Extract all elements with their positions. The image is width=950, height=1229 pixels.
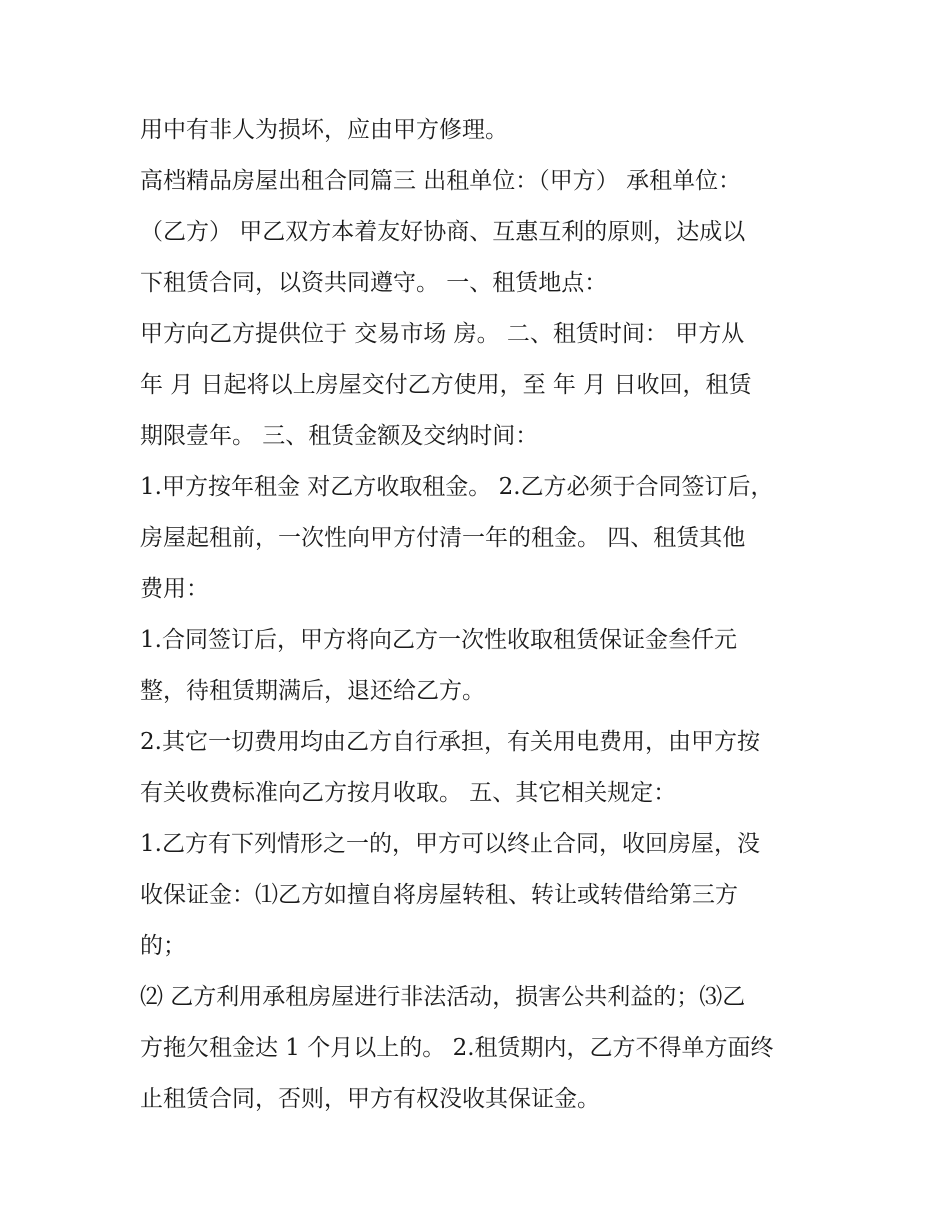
text-line: 整，待租赁期满后，退还给乙方。 [140,678,485,704]
text-line: 甲方向乙方提供位于 交易市场 房。 二、租赁时间： 甲方从 [140,321,745,347]
text-line: 的； [140,933,186,959]
text-line: 期限壹年。 三、租赁金额及交纳时间： [140,423,539,449]
text-line: （乙方） 甲乙双方本着友好协商、互惠互利的原则，达成以 [140,219,746,245]
document-body [140,105,810,1125]
text-line: 下租赁合同，以资共同遵守。 一、租赁地点： [140,270,608,296]
text-line: 有关收费标准向乙方按月收取。 五、其它相关规定： [140,780,677,806]
text-line: ⑵ 乙方利用承租房屋进行非法活动，损害公共利益的；⑶乙 [140,984,746,1010]
text-line: 房屋起租前，一次性向甲方付清一年的租金。 四、租赁其他 [140,525,746,551]
text-line: 1.合同签订后，甲方将向乙方一次性收取租赁保证金叁仟元 [140,627,737,653]
text-line: 费用： [140,576,209,602]
text-line: 1.甲方按年租金 对乙方收取租金。 2.乙方必须于合同签订后， [140,474,774,500]
text-line: 收保证金：⑴乙方如擅自将房屋转租、转让或转借给第三方 [140,882,738,908]
text-line: 1.乙方有下列情形之一的，甲方可以终止合同，收回房屋，没 [140,831,760,857]
text-line: 方拖欠租金达 1 个月以上的。 2.租赁期内，乙方不得单方面终 [140,1035,774,1061]
text-line: 年 月 日起将以上房屋交付乙方使用，至 年 月 日收回，租赁 [140,372,752,398]
text-line: 2.其它一切费用均由乙方自行承担，有关用电费用，由甲方按 [140,729,760,755]
text-line: 止租赁合同，否则，甲方有权没收其保证金。 [140,1086,600,1112]
text-line: 高档精品房屋出租合同篇三 出租单位：（甲方） 承租单位： [140,168,742,194]
text-line: 用中有非人为损坏，应由甲方修理。 [140,117,508,143]
